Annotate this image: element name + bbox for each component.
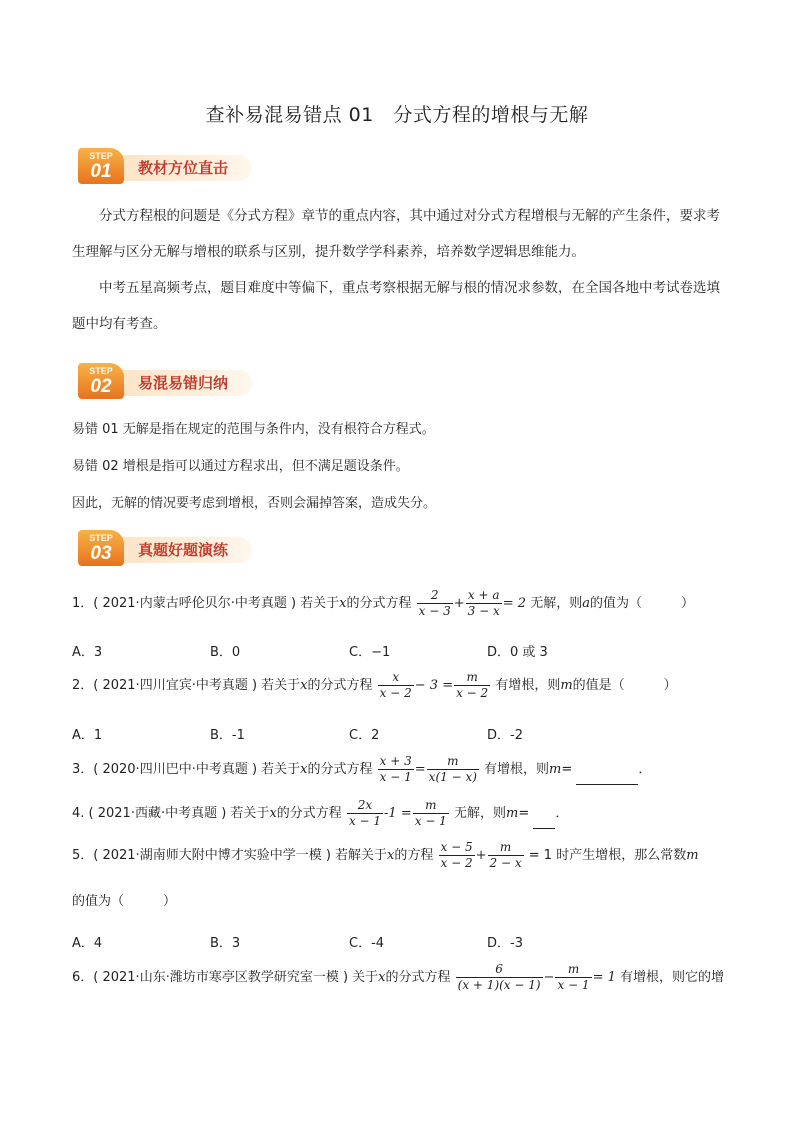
section-header-01 (78, 148, 258, 188)
page-title: 查补易混易错点 01 分式方程的增根与无解 (205, 104, 589, 126)
q1-option-b: B．0 (210, 645, 241, 660)
section-label: 易混易错归纳 (138, 374, 229, 392)
q5-option-a: A．4 (72, 936, 103, 951)
question-1: 1．( 2021·内蒙古呼伦贝尔·中考真题 ) 若关于x的分式方程 $\frac{2}{x - 3}$ + $\frac{x + a}{3 - x}$ = 2 无解，则a的值为（ ） (72, 588, 694, 618)
fraction: $\frac{x + 3}{x - 1}$ (379, 754, 412, 784)
intro-paragraph-2: 中考五星高频考点，题目难度中等偏下，重点考察根据无解与根的情况求参数，在全国各地中考试卷选填题中均有考查。 (72, 280, 720, 332)
fraction: $\frac{x + a}{3 - x}$ (467, 588, 500, 618)
answer-blank[interactable] (533, 814, 555, 829)
section-header-03 (78, 530, 258, 570)
section-header-02 (78, 363, 258, 403)
q2-option-c: C．2 (349, 728, 380, 743)
question-3: 3．( 2020·四川巴中·中考真题 ) 若关于x的分式方程 $\frac{x + 3}{x - 1}$ = $\frac{m}{x(1 - x)}$ 有增根，则m= ． (72, 754, 652, 784)
summary-line-2: 易错 02 增根是指可以通过方程求出，但不满足题设条件。 (72, 459, 409, 474)
q2-option-b: B．-1 (210, 728, 245, 743)
q5-option-d: D．-3 (487, 936, 523, 951)
fraction: $\frac{m}{x(1 - x)}$ (428, 754, 477, 784)
fraction: $\frac{m}{x - 1}$ (557, 962, 590, 992)
question-2: 2．( 2021·四川宜宾·中考真题 ) 若关于x的分式方程 $\frac{x}{x - 2}$ − 3 = $\frac{m}{x - 2}$ 有增根，则m的值是（ ） (72, 670, 677, 700)
step-badge: STEP 02 (78, 363, 124, 399)
answer-blank[interactable] (576, 770, 638, 785)
q1-option-d: D．0 或 3 (487, 645, 548, 660)
fraction: $\frac{x}{x - 2}$ (379, 670, 412, 700)
step-badge: STEP 01 (78, 148, 124, 184)
q2-option-d: D．-2 (487, 728, 523, 743)
section-label: 真题好题演练 (138, 541, 229, 559)
summary-line-3: 因此，无解的情况要考虑到增根，否则会漏掉答案，造成失分。 (72, 496, 437, 511)
question-5: 5．( 2021·湖南师大附中博才实验中学一模 ) 若解关于x的方程 $\frac{x - 5}{x - 2}$ + $\frac{m}{2 - x}$ = 1 时产生增根，那么常数m (72, 840, 699, 870)
step-badge: STEP 03 (78, 530, 124, 566)
fraction: $\frac{6}{(x + 1)(x - 1)}$ (457, 962, 541, 992)
intro-text (72, 198, 732, 342)
q1-option-c: C．−1 (349, 645, 391, 660)
summary-line-1: 易错 01 无解是指在规定的范围与条件内，没有根符合方程式。 (72, 422, 435, 437)
fraction: $\frac{x - 5}{x - 2}$ (440, 840, 473, 870)
question-5-line-2: 的值为（ ） (72, 894, 177, 909)
q1-option-a: A．3 (72, 645, 103, 660)
q5-option-c: C．-4 (349, 936, 385, 951)
question-6: 6．( 2021·山东·潍坊市寒亭区教学研究室一模 ) 关于x的分式方程 $\frac{6}{(x + 1)(x - 1)}$ − $\frac{m}{x - 1}$ = 1 有增根，则它的增 (72, 962, 725, 992)
fraction: $\frac{m}{2 - x}$ (489, 840, 522, 870)
question-4: 4. ( 2021·西藏·中考真题 ) 若关于x的分式方程 $\frac{2x}{x - 1}$ -1 = $\frac{m}{x - 1}$ 无解，则m= ． (72, 798, 569, 828)
q5-option-b: B．3 (210, 936, 241, 951)
q2-option-a: A．1 (72, 728, 103, 743)
section-label: 教材方位直击 (138, 159, 229, 177)
fraction: $\frac{2}{x - 3}$ (418, 588, 451, 618)
fraction: $\frac{2x}{x - 1}$ (348, 798, 382, 828)
fraction: $\frac{m}{x - 1}$ (414, 798, 447, 828)
fraction: $\frac{m}{x - 2}$ (456, 670, 489, 700)
intro-paragraph-1: 分式方程根的问题是《分式方程》章节的重点内容，其中通过对分式方程增根与无解的产生条件，要求考生理解与区分无解与增根的联系与区别，提升数学学科素养，培养数学逻辑思维能力。 (72, 208, 720, 260)
